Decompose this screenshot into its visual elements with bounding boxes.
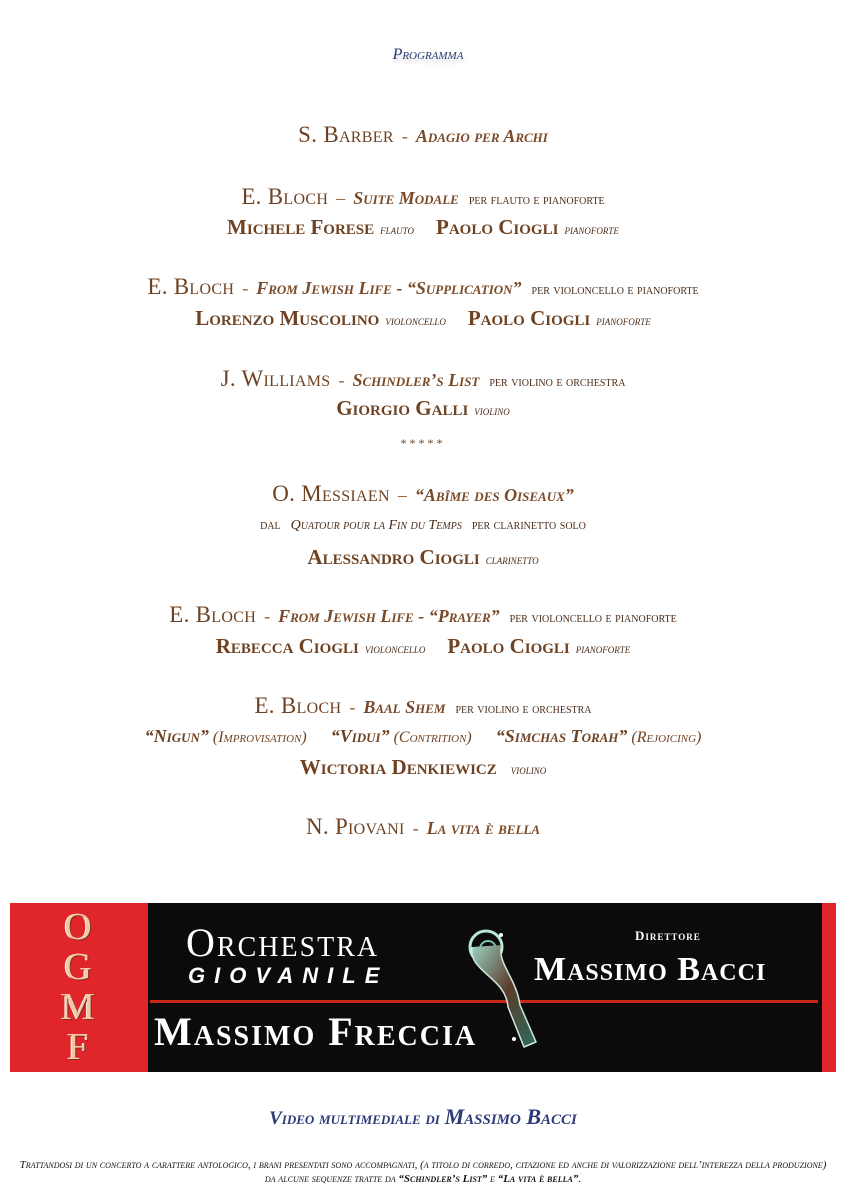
source-work: Quatour pour la Fin du Temps — [290, 518, 462, 533]
work-title: From Jewish Life - “Prayer” — [278, 606, 500, 626]
logo-letter: O — [64, 906, 94, 948]
piece-6-performers — [0, 634, 846, 659]
piece-4-title — [0, 366, 846, 392]
piece-2-performers — [0, 215, 846, 240]
composer: O. Messiaen — [272, 481, 390, 506]
logo-letter: G — [64, 946, 94, 988]
work-title: Schindler’s List — [352, 370, 480, 390]
performer-name: Michele Forese — [227, 215, 375, 239]
piece-4-performers — [0, 396, 846, 421]
performer-role: violino — [510, 762, 547, 777]
separator: - — [412, 818, 419, 838]
performer-role: clarinetto — [485, 552, 539, 567]
piece-5-source — [0, 516, 846, 534]
piece-1-title — [0, 122, 846, 148]
performer-role: pianoforte — [596, 313, 651, 328]
performer-role: flauto — [380, 222, 414, 237]
work-title: La vita è bella — [426, 818, 541, 838]
piece-2-title — [0, 184, 846, 210]
instrumentation: per violoncello e pianoforte — [509, 611, 677, 626]
movement-title: “Simchas Torah” — [495, 726, 628, 746]
orchestra-title: Orchestra — [186, 920, 380, 965]
logo-letter: M — [61, 986, 97, 1028]
piece-7-title — [0, 693, 846, 719]
composer: S. Barber — [298, 122, 394, 147]
logo-letter: F — [67, 1026, 91, 1068]
piece-8-title — [0, 814, 846, 840]
performer-role: pianoforte — [564, 222, 619, 237]
footer-joiner: e — [487, 1173, 498, 1185]
intermission-marker: ***** — [400, 436, 446, 450]
director-name: Massimo Bacci — [534, 951, 767, 988]
banner-red-edge — [822, 903, 836, 1072]
performer-role: violoncello — [385, 313, 446, 328]
composer: J. Williams — [220, 366, 331, 391]
instrumentation: per clarinetto solo — [471, 518, 586, 533]
footer-end: . — [578, 1173, 582, 1185]
footer-note — [16, 1158, 830, 1186]
composer: N. Piovani — [305, 814, 405, 839]
separator: - — [401, 126, 408, 146]
performer-name: Paolo Ciogli — [447, 634, 570, 658]
orchestra-banner — [10, 903, 836, 1072]
movement-subtitle: (Improvisation) — [212, 729, 307, 746]
performer-name: Paolo Ciogli — [467, 306, 591, 330]
piece-3-performers — [0, 306, 846, 331]
footer-text: Trattandosi di un concerto a carattere antologico, i brani presentati sono accompagnati, (a titolo di corredo, citazione ed anche di valorizzazione dell’interezza della produzione) da alcune sequenze tratte da — [19, 1159, 827, 1185]
performer-name: Alessandro Ciogli — [307, 545, 480, 569]
separator: - — [349, 697, 356, 717]
video-credit-name: Massimo Bacci — [444, 1104, 577, 1129]
performer-name: Rebecca Ciogli — [215, 634, 359, 658]
composer: E. Bloch — [254, 693, 342, 718]
orchestra-subtitle: GIOVANILE — [188, 963, 389, 988]
piece-6-title — [0, 602, 846, 628]
instrumentation: per violoncello e pianoforte — [531, 283, 699, 298]
separator: – — [336, 188, 346, 208]
ogmf-logo — [10, 907, 148, 1067]
performer-role: pianoforte — [575, 641, 631, 656]
piece-7-movements — [0, 726, 846, 747]
video-credit — [0, 1104, 846, 1130]
separator: - — [338, 370, 345, 390]
footer-film-1: “Schindler’s List” — [398, 1173, 488, 1185]
director-label: Direttore — [635, 928, 701, 943]
piece-5-title — [0, 481, 846, 507]
movement-subtitle: (Contrition) — [393, 729, 472, 746]
piece-7-performers — [0, 755, 846, 780]
composer: E. Bloch — [241, 184, 329, 209]
work-title: Baal Shem — [363, 697, 446, 717]
instrumentation: per flauto e pianoforte — [468, 193, 605, 208]
movement-title: “Nigun” — [144, 726, 209, 746]
piece-3-title — [0, 274, 846, 300]
performer-name: Lorenzo Muscolino — [195, 306, 380, 330]
separator: - — [264, 606, 271, 626]
instrumentation: per violino e orchestra — [455, 702, 592, 717]
work-title: Suite Modale — [353, 188, 459, 208]
piece-5-performers — [0, 545, 846, 570]
video-credit-prefix: Video multimediale di — [269, 1108, 440, 1129]
performer-role: violoncello — [364, 641, 426, 656]
footer-film-2: “La vita è bella” — [497, 1173, 579, 1185]
work-title: From Jewish Life - “Supplication” — [256, 278, 522, 298]
performer-name: Giorgio Galli — [336, 396, 469, 420]
composer: E. Bloch — [169, 602, 257, 627]
composer: E. Bloch — [147, 274, 235, 299]
founder-name: Massimo Freccia — [154, 1009, 478, 1054]
performer-name: Wictoria Denkiewicz — [299, 755, 497, 779]
intermission-stars — [0, 434, 846, 452]
performer-role: violino — [474, 403, 510, 418]
page-title: Programma — [392, 46, 464, 63]
performer-name: Paolo Ciogli — [436, 215, 559, 239]
instrumentation: per violino e orchestra — [489, 375, 626, 390]
separator: - — [242, 278, 249, 298]
movement-title: “Vidui” — [330, 726, 390, 746]
separator: – — [397, 485, 407, 505]
source-prefix: dal — [260, 518, 281, 533]
movement-subtitle: (Rejoicing) — [631, 729, 702, 746]
work-title: “Abîme des Oiseaux” — [414, 485, 574, 505]
work-title: Adagio per Archi — [415, 126, 548, 146]
